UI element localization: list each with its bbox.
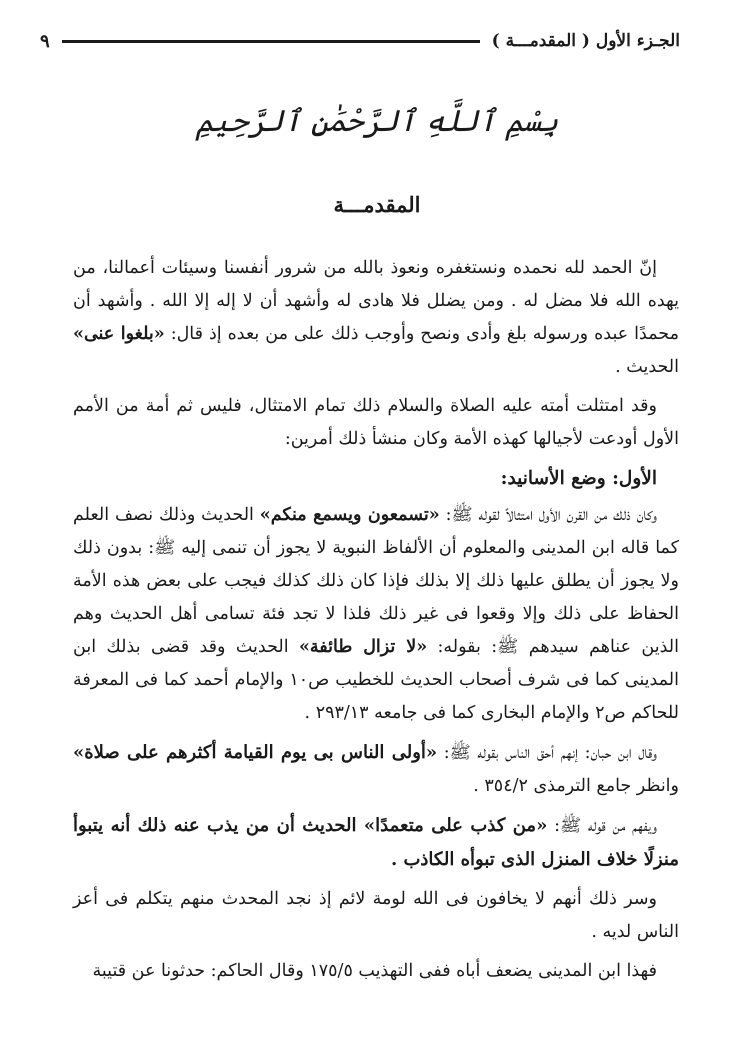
running-header [40,26,680,56]
paragraph-text: وكان ذلك من القرن الأول امتثالاً لقوله ﷺ: [445,505,657,525]
hadith-quote: «من كذب على متعمدًا» الحديث أن من يذب عنه ذلك أنه يتبوأ منزلًا خلاف المنزل الذى تبوأه الكاذب . [73,815,679,870]
paragraph-text: وانظر جامع الترمذى ٣٥٤/٢ . [473,776,679,796]
paragraph-text: وقال ابن حبان: إنهم أحق الناس بقوله ﷺ: [443,743,657,763]
body-text [73,252,679,994]
page-number: ٩ [40,30,50,52]
paragraph-text: ويفهم من قوله ﷺ: [554,816,657,836]
paragraph-text: الحديث وقد قضى بذلك ابن المدينى كما فى شرف أصحاب الحديث للخطيب ص١٠ والإمام أحمد كما فى المعرفة للحاكم ص٢ والإمام البخارى كما فى جامعه ٢٩٣/١٣ . [73,637,679,723]
hadith-quote: «تسمعون ويسمع منكم» [259,505,440,525]
header-rule [62,40,480,43]
paragraph-4 [73,736,679,803]
paragraph-1 [73,252,679,384]
paragraph-text: إنّ الحمد لله نحمده ونستغفره ونعوذ بالله من شرور أنفسنا وسيئات أعمالنا، من يهده الله فلا مضل له . ومن يضلل فلا هادى له وأشهد أن لا إله إلا الله . وأشهد أن محمدًا عبده ورسوله بلغ وأدى ونصح وأوجب ذلك على من بعده إذ قال: [73,258,679,344]
hadith-quote: «لا تزال طائفة» [298,637,428,657]
paragraph-text: الحديث وذلك نصف العلم كما قاله ابن المدينى والمعلوم أن الألفاظ النبوية لا يجوز أن تنمى إليه ﷺ: بدون ذلك ولا يجوز أن يطلق عليها ذلك إلا بذلك فإذا كان ذلك كذلك فيجب على بعض هذه الأمة الحفاظ على ذلك وإلا وقعوا فى غير ذلك فلذا لا تجد فئة تسامى أهل الحديث وهم الذين عناهم سيدهم ﷺ: بقوله: [73,505,679,657]
paragraph-7: فهذا ابن المدينى يضعف أباه ففى التهذيب ١٧٥/٥ وقال الحاكم: حدثونا عن قتيبة [92,961,657,981]
running-title: الجـزء الأول ( المقدمـــة ) [491,31,680,51]
section-title: المقدمـــة [333,192,421,217]
hadith-quote: «بلغوا عنى» [73,324,165,344]
paragraph-6: وسر ذلك أنهم لا يخافون فى الله لومة لائم إذ نجد المحدث منهم يتكلم فى أعز الناس لديه . [73,889,679,942]
paragraph-text: الحديث . [615,357,679,377]
subheading-first: الأول: وضع الأسانيد: [500,468,657,489]
paragraph-5 [73,809,679,877]
paragraph-2: وقد امتثلت أمته عليه الصلاة والسلام ذلك تمام الامتثال، فليس ثم أمة من الأمم الأول أودعت لأجيالها كهذه الأمة وكان منشأ ذلك أمرين: [73,396,679,449]
hadith-quote: «أولى الناس بى يوم القيامة أكثرهم على صلاة» [73,742,438,763]
paragraph-3 [73,499,679,730]
basmala: بِسْمِ ٱللَّهِ ٱلرَّحْمَٰنِ ٱلرَّحِيمِ [195,104,559,139]
